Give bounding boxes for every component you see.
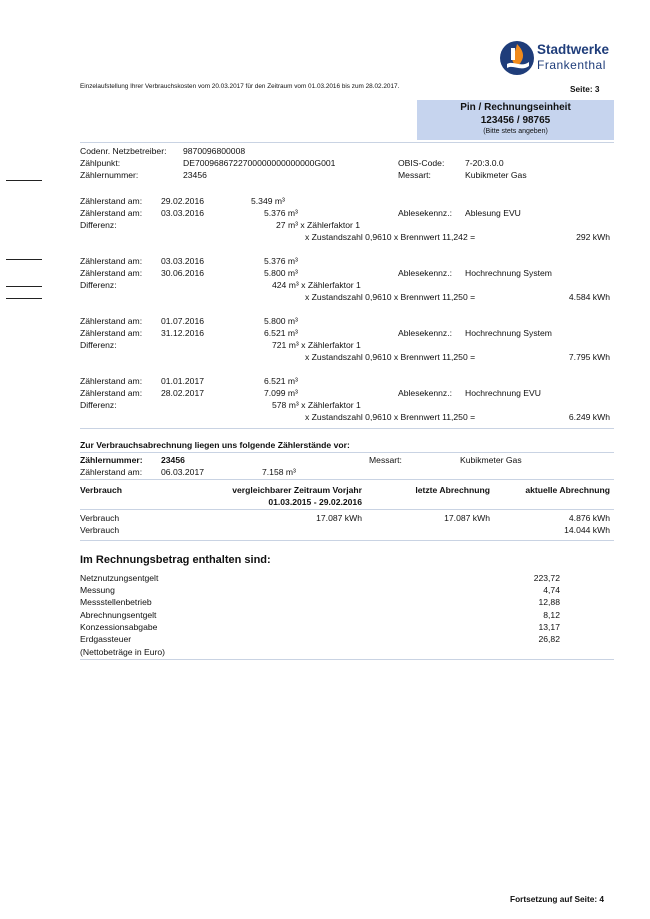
ablese-label: Ablesekennz.:: [398, 388, 452, 398]
start-label: Zählerstand am:: [80, 316, 143, 326]
ablese-value: Hochrechnung EVU: [465, 388, 541, 398]
row-label: Verbrauch: [80, 525, 120, 535]
continuation-note: Fortsetzung auf Seite: 4: [510, 894, 605, 904]
codenr-value: 9870096800008: [183, 146, 246, 156]
pin-value: 123456 / 98765: [480, 115, 551, 126]
zaehlpunkt-label: Zählpunkt:: [80, 158, 121, 168]
row-letzte: 17.087 kWh: [444, 513, 490, 523]
ablese-value: Hochrechnung System: [465, 328, 552, 338]
readings-stand-value: 7.158 m³: [262, 467, 296, 477]
divider: [80, 479, 614, 480]
diff-label: Differenz:: [80, 340, 117, 350]
formula: x Zustandszahl 0,9610 x Brennwert 11,250 =: [305, 292, 476, 302]
end-value: 6.521 m³: [264, 328, 298, 338]
end-date: 31.12.2016: [161, 328, 205, 338]
start-date: 29.02.2016: [161, 196, 205, 206]
diff-value: 27 m³ x Zählerfaktor 1: [276, 220, 361, 230]
end-value: 7.099 m³: [264, 388, 298, 398]
amount-label: Konzessionsabgabe: [80, 622, 158, 632]
divider: [80, 509, 614, 510]
result-kwh: 4.584 kWh: [568, 292, 610, 302]
result-kwh: 7.795 kWh: [568, 352, 610, 362]
amount-label: Netznutzungsentgelt: [80, 573, 159, 583]
formula: x Zustandszahl 0,9610 x Brennwert 11,242 =: [305, 232, 476, 242]
amount-label: Messstellenbetrieb: [80, 597, 152, 607]
amount-value: 8,12: [543, 610, 560, 620]
pin-title: Pin / Rechnungseinheit: [460, 102, 571, 113]
pin-box: [417, 100, 614, 140]
divider: [80, 142, 614, 143]
end-label: Zählerstand am:: [80, 268, 143, 278]
readings-stand-date: 06.03.2017: [161, 467, 205, 477]
intro-text: Einzelaufstellung Ihrer Verbrauchskosten vom 20.03.2017 für den Zeitraum vom 01.03.2016 bis zum 28.02.2017.: [80, 83, 400, 90]
amount-value: 223,72: [533, 573, 560, 583]
fold-mark: [6, 298, 42, 299]
col-header-vorjahr: vergleichbarer Zeitraum Vorjahr: [232, 485, 362, 495]
logo-line-1: Stadtwerke: [537, 42, 610, 57]
amount-label: Erdgassteuer: [80, 634, 132, 644]
end-value: 5.376 m³: [264, 208, 298, 218]
company-logo: [499, 40, 619, 76]
readings-heading: Zur Verbrauchsabrechnung liegen uns folgende Zählerstände vor:: [80, 440, 350, 450]
ablese-label: Ablesekennz.:: [398, 208, 452, 218]
amount-value: 13,17: [538, 622, 560, 632]
diff-value: 721 m³ x Zählerfaktor 1: [272, 340, 361, 350]
row-aktuelle: 14.044 kWh: [564, 525, 610, 535]
diff-label: Differenz:: [80, 400, 117, 410]
start-date: 01.07.2016: [161, 316, 205, 326]
flame-emblem-icon: [499, 40, 535, 76]
amount-value: 12,88: [538, 597, 560, 607]
result-kwh: 6.249 kWh: [568, 412, 610, 422]
diff-label: Differenz:: [80, 280, 117, 290]
ablese-value: Hochrechnung System: [465, 268, 552, 278]
readings-zaehlernummer-label: Zählernummer:: [80, 455, 143, 465]
fold-mark: [6, 259, 42, 260]
page-number: Seite: 3: [570, 84, 600, 94]
col-header-aktuelle: aktuelle Abrechnung: [525, 485, 610, 495]
messart-value: Kubikmeter Gas: [465, 170, 527, 180]
end-value: 5.800 m³: [264, 268, 298, 278]
zaehlpunkt-value: DE7009686722700000000000000G001: [183, 158, 336, 168]
end-label: Zählerstand am:: [80, 208, 143, 218]
start-value: 5.349 m³: [251, 196, 285, 206]
row-vorjahr: 17.087 kWh: [316, 513, 362, 523]
divider: [80, 540, 614, 541]
codenr-label: Codenr. Netzbetreiber:: [80, 146, 167, 156]
ablese-label: Ablesekennz.:: [398, 328, 452, 338]
start-value: 5.800 m³: [264, 316, 298, 326]
diff-label: Differenz:: [80, 220, 117, 230]
divider: [80, 428, 614, 429]
formula: x Zustandszahl 0,9610 x Brennwert 11,250 =: [305, 412, 476, 422]
fold-mark: [6, 180, 42, 181]
obis-value: 7-20:3.0.0: [465, 158, 504, 168]
readings-messart-label: Messart:: [369, 455, 402, 465]
readings-stand-label: Zählerstand am:: [80, 467, 143, 477]
formula: x Zustandszahl 0,9610 x Brennwert 11,250 =: [305, 352, 476, 362]
amounts-heading: Im Rechnungsbetrag enthalten sind:: [80, 554, 271, 566]
start-value: 5.376 m³: [264, 256, 298, 266]
result-kwh: 292 kWh: [576, 232, 610, 242]
zaehlernummer-value: 23456: [183, 170, 207, 180]
col-header-vorjahr-period: 01.03.2015 - 29.02.2016: [268, 497, 362, 507]
end-date: 30.06.2016: [161, 268, 205, 278]
diff-value: 578 m³ x Zählerfaktor 1: [272, 400, 361, 410]
row-label: Verbrauch: [80, 513, 120, 523]
amount-label: Messung: [80, 585, 115, 595]
amount-label: Abrechnungsentgelt: [80, 610, 157, 620]
readings-zaehlernummer-value: 23456: [161, 455, 185, 465]
start-date: 01.01.2017: [161, 376, 205, 386]
fold-mark: [6, 286, 42, 287]
end-date: 03.03.2016: [161, 208, 205, 218]
start-value: 6.521 m³: [264, 376, 298, 386]
start-label: Zählerstand am:: [80, 376, 143, 386]
logo-line-2: Frankenthal: [537, 58, 606, 72]
end-label: Zählerstand am:: [80, 388, 143, 398]
zaehlernummer-label: Zählernummer:: [80, 170, 139, 180]
col-header-letzte: letzte Abrechnung: [415, 485, 490, 495]
obis-label: OBIS-Code:: [398, 158, 445, 168]
divider: [80, 659, 614, 660]
pin-note: (Bitte stets angeben): [483, 128, 548, 135]
ablese-label: Ablesekennz.:: [398, 268, 452, 278]
start-label: Zählerstand am:: [80, 256, 143, 266]
row-aktuelle: 4.876 kWh: [568, 513, 610, 523]
end-date: 28.02.2017: [161, 388, 205, 398]
diff-value: 424 m³ x Zählerfaktor 1: [272, 280, 361, 290]
amount-value: 26,82: [538, 634, 560, 644]
start-date: 03.03.2016: [161, 256, 205, 266]
col-header-verbrauch: Verbrauch: [80, 485, 123, 495]
messart-label: Messart:: [398, 170, 431, 180]
amounts-note: (Nettobeträge in Euro): [80, 647, 166, 657]
divider: [80, 452, 614, 453]
amount-value: 4,74: [543, 585, 560, 595]
readings-messart-value: Kubikmeter Gas: [460, 455, 522, 465]
ablese-value: Ablesung EVU: [465, 208, 521, 218]
start-label: Zählerstand am:: [80, 196, 143, 206]
end-label: Zählerstand am:: [80, 328, 143, 338]
